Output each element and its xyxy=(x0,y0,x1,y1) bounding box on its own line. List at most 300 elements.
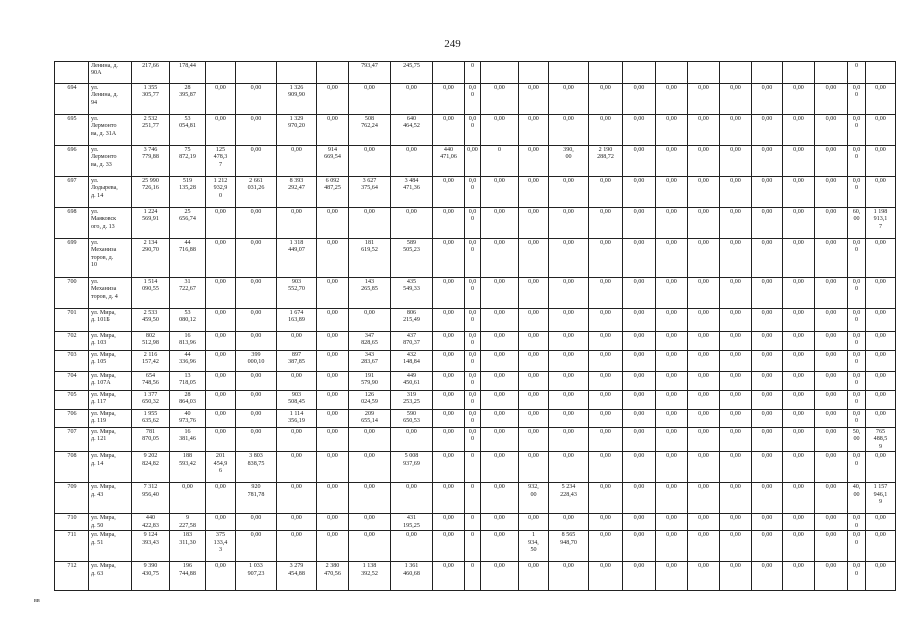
value-cell: 806 215,49 xyxy=(391,309,433,332)
value-cell: 0,00 xyxy=(815,391,848,410)
value-cell: 0,00 xyxy=(481,351,519,372)
value-cell: 375 133,4 3 xyxy=(206,531,236,562)
value-cell: 0,00 xyxy=(752,514,783,531)
value-cell: 0,00 xyxy=(277,208,317,239)
value-cell: 0,00 xyxy=(623,514,656,531)
value-cell: 0,00 xyxy=(783,391,815,410)
value-cell: 0,00 xyxy=(236,332,277,351)
value-cell: 0,00 xyxy=(549,514,589,531)
value-cell: 44 716,88 xyxy=(170,239,206,278)
address-cell: ул. Ленина, д. 94 xyxy=(89,84,132,115)
value-cell: 589 505,23 xyxy=(391,239,433,278)
row-number: 696 xyxy=(55,146,89,177)
value-cell: 0,00 xyxy=(783,428,815,452)
value-cell: 1 033 907,23 xyxy=(236,562,277,591)
value-cell: 0,00 xyxy=(206,278,236,309)
table-row xyxy=(55,514,896,531)
row-number: 711 xyxy=(55,531,89,562)
value-cell: 25 656,74 xyxy=(170,208,206,239)
value-cell xyxy=(277,62,317,84)
address-cell: ул. Мира, д. 51 xyxy=(89,531,132,562)
value-cell: 390, 00 xyxy=(549,146,589,177)
value-cell: 0,00 xyxy=(481,562,519,591)
row-number: 707 xyxy=(55,428,89,452)
table-row xyxy=(55,332,896,351)
value-cell: 0,00 xyxy=(481,332,519,351)
value-cell: 1 674 163,89 xyxy=(277,309,317,332)
value-cell: 0,00 xyxy=(589,239,623,278)
value-cell: 0,00 xyxy=(783,177,815,208)
address-cell: ул. Мира, д. 50 xyxy=(89,514,132,531)
value-cell: 0,00 xyxy=(866,452,896,483)
value-cell: 0,00 xyxy=(688,208,720,239)
value-cell: 3 484 471,36 xyxy=(391,177,433,208)
value-cell: 0,0 0 xyxy=(465,84,481,115)
value-cell: 0,00 xyxy=(549,351,589,372)
value-cell: 0,00 xyxy=(433,332,465,351)
value-cell: 0,0 0 xyxy=(848,177,866,208)
value-cell: 0,00 xyxy=(277,332,317,351)
table-row xyxy=(55,372,896,391)
value-cell: 0,00 xyxy=(236,278,277,309)
value-cell xyxy=(317,62,349,84)
value-cell: 0,00 xyxy=(481,372,519,391)
value-cell: 0,0 0 xyxy=(848,351,866,372)
value-cell: 0,00 xyxy=(349,452,391,483)
row-number: 701 xyxy=(55,309,89,332)
table-row xyxy=(55,115,896,146)
value-cell: 0,00 xyxy=(752,531,783,562)
row-number: 712 xyxy=(55,562,89,591)
value-cell: 0,0 0 xyxy=(848,278,866,309)
value-cell: 0,00 xyxy=(481,452,519,483)
value-cell: 53 054,81 xyxy=(170,115,206,146)
value-cell: 1 934, 50 xyxy=(519,531,549,562)
value-cell: 765 488,5 9 xyxy=(866,428,896,452)
value-cell: 0,00 xyxy=(589,115,623,146)
value-cell: 0,00 xyxy=(783,115,815,146)
value-cell: 7 312 956,40 xyxy=(132,483,170,514)
value-cell: 0,00 xyxy=(519,391,549,410)
value-cell: 0,00 xyxy=(623,562,656,591)
value-cell: 28 395,87 xyxy=(170,84,206,115)
value-cell: 0,00 xyxy=(589,351,623,372)
address-cell: ул. Мира, д. 14 xyxy=(89,452,132,483)
value-cell: 40 973,76 xyxy=(170,410,206,428)
table-row xyxy=(55,410,896,428)
value-cell: 0 xyxy=(465,452,481,483)
value-cell: 196 744,88 xyxy=(170,562,206,591)
value-cell: 1 955 635,62 xyxy=(132,410,170,428)
value-cell: 0,0 0 xyxy=(465,372,481,391)
value-cell: 0,00 xyxy=(720,410,752,428)
value-cell: 0,0 0 xyxy=(465,309,481,332)
value-cell: 0,00 xyxy=(752,177,783,208)
value-cell: 6 092 487,25 xyxy=(317,177,349,208)
value-cell: 802 512,98 xyxy=(132,332,170,351)
value-cell: 0,00 xyxy=(589,531,623,562)
value-cell: 0,00 xyxy=(481,483,519,514)
address-cell: ул. Мира, д. 107А xyxy=(89,372,132,391)
value-cell: 0,00 xyxy=(317,391,349,410)
value-cell: 781 870,05 xyxy=(132,428,170,452)
value-cell: 0,0 0 xyxy=(465,410,481,428)
value-cell: 0,0 0 xyxy=(848,562,866,591)
value-cell: 0,00 xyxy=(623,531,656,562)
table-row xyxy=(55,452,896,483)
value-cell: 654 748,56 xyxy=(132,372,170,391)
value-cell: 0,00 xyxy=(433,562,465,591)
value-cell: 0,00 xyxy=(688,351,720,372)
value-cell: 590 650,53 xyxy=(391,410,433,428)
value-cell: 640 464,52 xyxy=(391,115,433,146)
value-cell: 0 xyxy=(481,146,519,177)
value-cell: 13 718,05 xyxy=(170,372,206,391)
value-cell: 0,00 xyxy=(656,531,688,562)
value-cell: 0,00 xyxy=(783,531,815,562)
value-cell: 0,00 xyxy=(481,177,519,208)
value-cell: 0,0 0 xyxy=(848,332,866,351)
value-cell: 5 008 937,69 xyxy=(391,452,433,483)
value-cell: 0,00 xyxy=(866,410,896,428)
value-cell: 0,00 xyxy=(752,562,783,591)
value-cell: 0,00 xyxy=(752,372,783,391)
page-number: 249 xyxy=(444,38,461,50)
value-cell: 0,00 xyxy=(206,208,236,239)
value-cell: 0,00 xyxy=(391,208,433,239)
value-cell: 0,00 xyxy=(206,428,236,452)
address-cell: ул. Лермонто ва, д. 33 xyxy=(89,146,132,177)
value-cell: 0,00 xyxy=(720,177,752,208)
value-cell: 0 xyxy=(465,62,481,84)
capital-repair-table xyxy=(54,61,896,591)
value-cell: 0,00 xyxy=(815,146,848,177)
value-cell: 0,00 xyxy=(815,309,848,332)
value-cell: 0,00 xyxy=(236,84,277,115)
value-cell: 0,00 xyxy=(433,115,465,146)
value-cell: 0,00 xyxy=(519,115,549,146)
value-cell: 432 148,84 xyxy=(391,351,433,372)
value-cell: 0,00 xyxy=(623,372,656,391)
value-cell: 0,00 xyxy=(277,531,317,562)
value-cell: 0,00 xyxy=(206,514,236,531)
value-cell: 0,00 xyxy=(391,483,433,514)
value-cell: 0,00 xyxy=(688,177,720,208)
value-cell: 0,00 xyxy=(866,531,896,562)
value-cell: 0,0 0 xyxy=(465,278,481,309)
value-cell: 0,00 xyxy=(623,146,656,177)
value-cell: 0,00 xyxy=(317,208,349,239)
value-cell: 0,00 xyxy=(783,562,815,591)
value-cell: 0,0 0 xyxy=(848,514,866,531)
value-cell: 0,00 xyxy=(317,428,349,452)
address-cell: ул. Лермонто ва, д. 31А xyxy=(89,115,132,146)
value-cell: 0,00 xyxy=(783,410,815,428)
value-cell: 2 533 459,50 xyxy=(132,309,170,332)
value-cell: 1 318 449,07 xyxy=(277,239,317,278)
value-cell: 519 135,28 xyxy=(170,177,206,208)
value-cell: 0,00 xyxy=(481,84,519,115)
value-cell: 8 565 948,70 xyxy=(549,531,589,562)
value-cell: 9 227,58 xyxy=(170,514,206,531)
value-cell: 0,00 xyxy=(815,332,848,351)
footer-mark: вв xyxy=(34,598,40,604)
value-cell: 0,00 xyxy=(433,483,465,514)
value-cell: 0,00 xyxy=(752,483,783,514)
value-cell: 126 024,59 xyxy=(349,391,391,410)
value-cell: 50, 00 xyxy=(848,428,866,452)
value-cell: 0,00 xyxy=(688,562,720,591)
table-row xyxy=(55,146,896,177)
value-cell: 0,00 xyxy=(656,391,688,410)
value-cell: 201 454,9 6 xyxy=(206,452,236,483)
value-cell: 0,00 xyxy=(391,531,433,562)
value-cell: 0,00 xyxy=(549,332,589,351)
value-cell: 16 813,96 xyxy=(170,332,206,351)
value-cell: 0,00 xyxy=(236,146,277,177)
value-cell: 1 361 460,68 xyxy=(391,562,433,591)
value-cell: 0,00 xyxy=(720,332,752,351)
value-cell: 0,00 xyxy=(349,428,391,452)
value-cell: 0,00 xyxy=(623,208,656,239)
value-cell: 143 265,85 xyxy=(349,278,391,309)
value-cell: 0,00 xyxy=(519,410,549,428)
value-cell: 0 xyxy=(848,62,866,84)
value-cell: 0,0 0 xyxy=(848,239,866,278)
value-cell: 0,00 xyxy=(866,239,896,278)
value-cell: 0,00 xyxy=(623,410,656,428)
value-cell: 0,00 xyxy=(317,410,349,428)
address-cell: ул. Мира, д. 105 xyxy=(89,351,132,372)
value-cell xyxy=(236,62,277,84)
value-cell: 40, 00 xyxy=(848,483,866,514)
value-cell: 0,00 xyxy=(720,115,752,146)
value-cell: 0,00 xyxy=(656,372,688,391)
value-cell: 0,00 xyxy=(656,351,688,372)
value-cell: 0,00 xyxy=(433,410,465,428)
value-cell: 0,00 xyxy=(349,514,391,531)
value-cell: 399 000,10 xyxy=(236,351,277,372)
value-cell: 0,00 xyxy=(349,208,391,239)
address-cell: ул. Мира, д. 101Б xyxy=(89,309,132,332)
value-cell xyxy=(720,62,752,84)
value-cell: 897 387,85 xyxy=(277,351,317,372)
value-cell: 0,00 xyxy=(349,84,391,115)
value-cell: 0,00 xyxy=(752,410,783,428)
value-cell: 0,00 xyxy=(349,531,391,562)
value-cell: 0,00 xyxy=(866,146,896,177)
value-cell: 0,00 xyxy=(317,351,349,372)
value-cell xyxy=(481,62,519,84)
value-cell: 0,0 0 xyxy=(848,531,866,562)
value-cell xyxy=(549,62,589,84)
value-cell: 0,00 xyxy=(481,278,519,309)
value-cell: 0,00 xyxy=(752,351,783,372)
value-cell: 0,00 xyxy=(783,351,815,372)
value-cell: 0,00 xyxy=(866,332,896,351)
value-cell: 0,00 xyxy=(481,239,519,278)
value-cell: 0,00 xyxy=(752,208,783,239)
value-cell: 178,44 xyxy=(170,62,206,84)
value-cell: 435 549,33 xyxy=(391,278,433,309)
row-number: 697 xyxy=(55,177,89,208)
value-cell: 0,00 xyxy=(589,428,623,452)
value-cell: 0,00 xyxy=(688,483,720,514)
value-cell: 0,00 xyxy=(433,372,465,391)
value-cell: 0,00 xyxy=(519,452,549,483)
value-cell: 0,00 xyxy=(236,410,277,428)
value-cell: 16 381,46 xyxy=(170,428,206,452)
value-cell: 1 138 392,52 xyxy=(349,562,391,591)
value-cell: 0,00 xyxy=(433,351,465,372)
value-cell: 0,00 xyxy=(688,531,720,562)
value-cell: 0,00 xyxy=(317,452,349,483)
value-cell: 0,00 xyxy=(549,115,589,146)
value-cell: 0,00 xyxy=(815,410,848,428)
value-cell: 0,00 xyxy=(752,428,783,452)
value-cell: 0,00 xyxy=(815,239,848,278)
value-cell: 0,00 xyxy=(783,278,815,309)
value-cell: 0,00 xyxy=(866,84,896,115)
value-cell: 0,00 xyxy=(752,278,783,309)
value-cell: 0,00 xyxy=(623,428,656,452)
value-cell: 0,00 xyxy=(720,562,752,591)
value-cell: 0,0 0 xyxy=(465,391,481,410)
value-cell: 2 532 251,77 xyxy=(132,115,170,146)
value-cell: 0,00 xyxy=(317,332,349,351)
value-cell: 0,00 xyxy=(549,177,589,208)
value-cell: 0,00 xyxy=(783,84,815,115)
value-cell: 0,00 xyxy=(206,483,236,514)
value-cell: 188 593,42 xyxy=(170,452,206,483)
value-cell: 0,00 xyxy=(433,391,465,410)
value-cell xyxy=(815,62,848,84)
value-cell: 0,00 xyxy=(206,309,236,332)
value-cell: 932, 00 xyxy=(519,483,549,514)
value-cell: 0,00 xyxy=(519,84,549,115)
value-cell: 0,00 xyxy=(688,309,720,332)
value-cell: 0,00 xyxy=(688,514,720,531)
value-cell: 0,00 xyxy=(519,428,549,452)
value-cell: 0,00 xyxy=(481,391,519,410)
value-cell: 0,00 xyxy=(481,115,519,146)
value-cell: 0,00 xyxy=(866,278,896,309)
value-cell: 191 579,90 xyxy=(349,372,391,391)
value-cell: 0,00 xyxy=(623,239,656,278)
address-cell: ул. Мира, д. 103 xyxy=(89,332,132,351)
value-cell: 0,00 xyxy=(720,309,752,332)
value-cell: 125 478,3 7 xyxy=(206,146,236,177)
value-cell: 0,00 xyxy=(481,531,519,562)
value-cell: 0,00 xyxy=(589,483,623,514)
value-cell xyxy=(519,62,549,84)
value-cell: 0,00 xyxy=(589,177,623,208)
value-cell: 0,0 0 xyxy=(848,84,866,115)
value-cell: 347 828,65 xyxy=(349,332,391,351)
value-cell: 0,00 xyxy=(236,391,277,410)
value-cell: 0,00 xyxy=(688,278,720,309)
row-number: 699 xyxy=(55,239,89,278)
value-cell: 0,00 xyxy=(433,177,465,208)
value-cell: 2 190 288,72 xyxy=(589,146,623,177)
value-cell: 0,00 xyxy=(688,239,720,278)
row-number: 698 xyxy=(55,208,89,239)
value-cell: 0,00 xyxy=(589,372,623,391)
value-cell: 0,00 xyxy=(656,278,688,309)
value-cell xyxy=(589,62,623,84)
value-cell: 0,00 xyxy=(720,531,752,562)
address-cell: ул. Мира, д. 119 xyxy=(89,410,132,428)
value-cell: 0,00 xyxy=(236,239,277,278)
value-cell: 0,00 xyxy=(549,428,589,452)
value-cell: 0,00 xyxy=(433,208,465,239)
value-cell: 0,0 0 xyxy=(465,332,481,351)
address-cell: ул. Мира, д. 43 xyxy=(89,483,132,514)
value-cell: 0,00 xyxy=(349,483,391,514)
value-cell: 0,00 xyxy=(720,514,752,531)
value-cell: 0,00 xyxy=(656,309,688,332)
value-cell: 0,00 xyxy=(433,428,465,452)
address-cell: Ленина, д. 90А xyxy=(89,62,132,84)
value-cell: 209 655,14 xyxy=(349,410,391,428)
value-cell: 2 380 470,56 xyxy=(317,562,349,591)
value-cell: 0,0 0 xyxy=(848,372,866,391)
value-cell: 0,00 xyxy=(866,514,896,531)
value-cell: 0,00 xyxy=(752,239,783,278)
value-cell: 0,00 xyxy=(866,372,896,391)
value-cell: 0,00 xyxy=(549,208,589,239)
value-cell: 9 390 430,75 xyxy=(132,562,170,591)
table-row xyxy=(55,208,896,239)
value-cell: 0,00 xyxy=(236,428,277,452)
value-cell: 0,00 xyxy=(783,332,815,351)
value-cell: 0,00 xyxy=(433,278,465,309)
value-cell: 8 393 292,47 xyxy=(277,177,317,208)
value-cell: 0,00 xyxy=(549,372,589,391)
value-cell: 0,00 xyxy=(866,177,896,208)
value-cell: 0,00 xyxy=(391,428,433,452)
value-cell: 0,00 xyxy=(236,372,277,391)
value-cell: 0,00 xyxy=(815,514,848,531)
value-cell: 9 124 393,43 xyxy=(132,531,170,562)
value-cell xyxy=(623,62,656,84)
value-cell: 5 234 228,43 xyxy=(549,483,589,514)
value-cell: 0,00 xyxy=(815,452,848,483)
value-cell: 0,00 xyxy=(752,309,783,332)
value-cell: 0,00 xyxy=(589,309,623,332)
value-cell: 0,00 xyxy=(589,208,623,239)
value-cell: 183 311,30 xyxy=(170,531,206,562)
value-cell: 0,00 xyxy=(688,391,720,410)
value-cell: 60, 00 xyxy=(848,208,866,239)
value-cell: 0,00 xyxy=(623,483,656,514)
value-cell: 1 114 356,19 xyxy=(277,410,317,428)
value-cell: 0,00 xyxy=(688,146,720,177)
value-cell: 0,0 0 xyxy=(848,452,866,483)
value-cell: 0,0 0 xyxy=(465,428,481,452)
value-cell: 0,00 xyxy=(623,452,656,483)
value-cell: 0,00 xyxy=(656,208,688,239)
value-cell: 181 619,52 xyxy=(349,239,391,278)
address-cell: ул. Мира, д. 121 xyxy=(89,428,132,452)
value-cell: 1 377 650,32 xyxy=(132,391,170,410)
value-cell: 1 157 946,1 9 xyxy=(866,483,896,514)
value-cell: 0,00 xyxy=(317,531,349,562)
value-cell: 0,00 xyxy=(481,208,519,239)
value-cell: 0,00 xyxy=(519,146,549,177)
value-cell: 2 134 290,70 xyxy=(132,239,170,278)
table-row xyxy=(55,562,896,591)
